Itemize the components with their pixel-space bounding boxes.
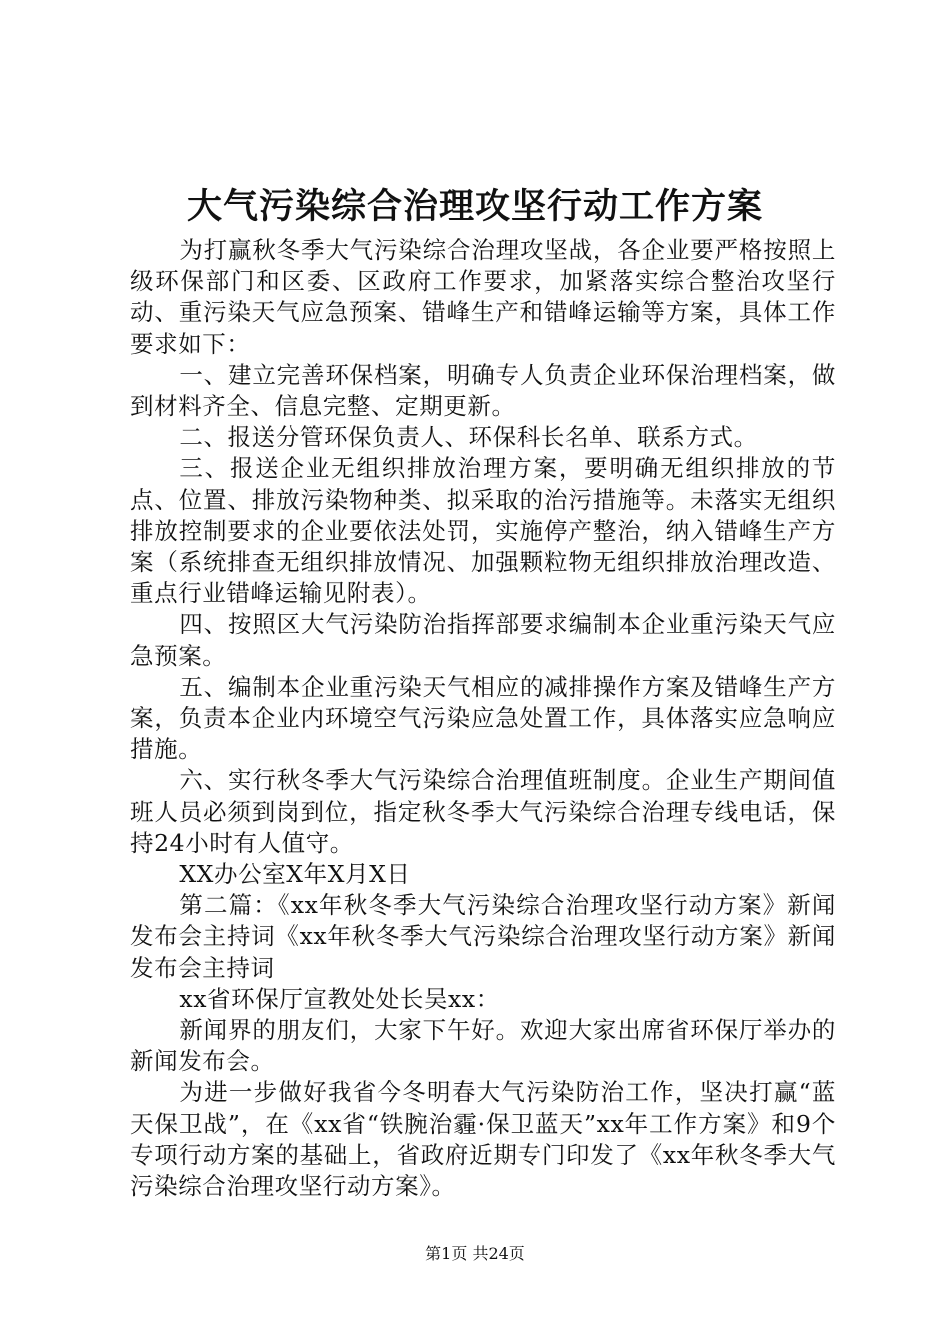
paragraph-item-5: 五、编制本企业重污染天气相应的减排操作方案及错峰生产方案，负责本企业内环境空气污染应急处置工作，具体落实应急响应措施。 <box>130 672 836 764</box>
signature-line: XX办公室X年X月X日 <box>179 860 411 889</box>
document-title: 大气污染综合治理攻坚行动工作方案 <box>186 186 763 227</box>
document-body <box>130 235 836 1202</box>
page-footer: 第1页 共24页 <box>425 1244 525 1263</box>
paragraph-item-3: 三、报送企业无组织排放治理方案，要明确无组织排放的节点、位置、排放污染物种类、拟采取的治污措施等。未落实无组织排放控制要求的企业要依法处罚，实施停产整治，纳入错峰生产方案（系统排查无组织排放情况、加强颗粒物无组织排放治理改造、重点行业错峰运输见附表）。 <box>130 454 836 608</box>
paragraph-intro: 为打赢秋冬季大气污染综合治理攻坚战，各企业要严格按照上级环保部门和区委、区政府工作要求，加紧落实综合整治攻坚行动、重污染天气应急预案、错峰生产和错峰运输等方案，具体工作要求如下： <box>130 236 836 358</box>
paragraph-item-6: 六、实行秋冬季大气污染综合治理值班制度。企业生产期间值班人员必须到岗到位，指定秋冬季大气污染综合治理专线电话，保持24小时有人值守。 <box>130 766 836 857</box>
paragraph-speaker: xx省环保厅宣教处处长吴xx： <box>179 984 500 1013</box>
paragraph-item-2: 二、报送分管环保负责人、环保科长名单、联系方式。 <box>179 423 758 452</box>
paragraph-second-article-heading: 第二篇：《xx年秋冬季大气污染综合治理攻坚行动方案》新闻发布会主持词《xx年秋冬季大气污染综合治理攻坚行动方案》新闻发布会主持词 <box>130 891 836 982</box>
paragraph-background: 为进一步做好我省今冬明春大气污染防治工作，坚决打赢“蓝天保卫战”，在《xx省“铁腕治霾·保卫蓝天”xx年工作方案》和9个专项行动方案的基础上，省政府近期专门印发了《xx年秋冬季大气污染综合治理攻坚行动方案》。 <box>130 1078 836 1201</box>
paragraph-item-1: 一、建立完善环保档案，明确专人负责企业环保治理档案，做到材料齐全、信息完整、定期更新。 <box>130 360 836 421</box>
paragraph-item-4: 四、按照区大气污染防治指挥部要求编制本企业重污染天气应急预案。 <box>130 610 836 670</box>
paragraph-greeting: 新闻界的朋友们，大家下午好。欢迎大家出席省环保厅举办的新闻发布会。 <box>130 1016 836 1076</box>
